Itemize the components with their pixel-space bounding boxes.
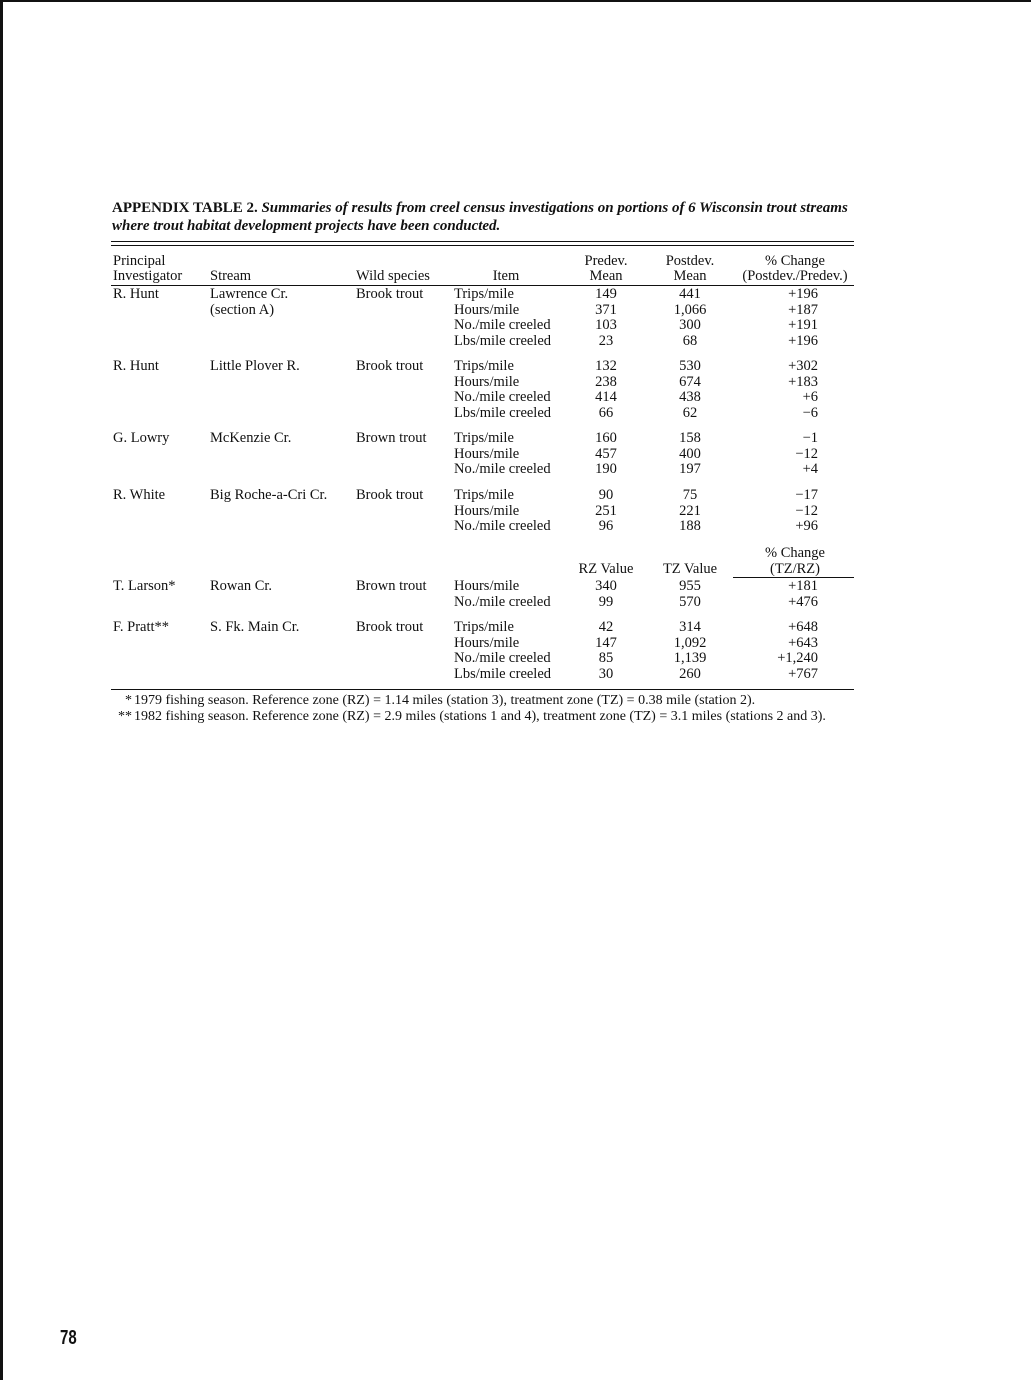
header-species: Wild species (356, 268, 430, 284)
postdev-value-cell: 438 (679, 389, 701, 406)
change-value-cell: +6 (802, 389, 818, 406)
investigator-cell: T. Larson* (113, 578, 176, 594)
item-cell: Lbs/mile creeled (454, 665, 552, 682)
footnote-2-text: 1982 fishing season. Reference zone (RZ) = 2.9 miles (stations 1 and 4), treatment zone (TZ) = 3.1 miles (stations 2 and 3). (134, 709, 826, 724)
header-predev-1: Predev. (584, 253, 628, 269)
postdev-value-cell: 221 (679, 502, 701, 519)
header-investigator-2: Investigator (113, 268, 183, 284)
item-cell: Trips/mile (454, 619, 514, 635)
change-value-cell: +181 (788, 578, 818, 594)
item-cell: Hours/mile (454, 578, 520, 594)
predev-value-cell: 238 (595, 373, 617, 390)
change-value-cell: +643 (788, 634, 818, 651)
postdev-value-cell: 441 (679, 286, 701, 302)
predev-value-cell: 414 (595, 389, 617, 406)
predev-value-cell: 99 (598, 593, 614, 610)
subheader-change-2: (TZ/RZ) (770, 561, 820, 577)
item-cell: Hours/mile (454, 373, 520, 390)
species-cell: Brook trout (356, 358, 424, 374)
change-value-cell: +196 (788, 332, 818, 349)
postdev-value-cell: 68 (682, 332, 698, 349)
postdev-value-cell: 570 (679, 593, 701, 610)
stream-cell: Big Roche-a-Cri Cr. (210, 487, 328, 503)
predev-value-cell: 23 (598, 332, 614, 349)
change-value-cell: +196 (788, 286, 818, 302)
species-cell: Brook trout (356, 619, 424, 635)
postdev-value-cell: 1,139 (673, 650, 707, 667)
item-cell: Hours/mile (454, 301, 520, 318)
predev-value-cell: 42 (598, 619, 614, 635)
predev-value-cell: 251 (595, 502, 617, 519)
header-postdev-1: Postdev. (665, 253, 715, 269)
predev-value-cell: 85 (598, 650, 614, 667)
change-value-cell: −17 (795, 487, 818, 503)
postdev-value-cell: 158 (679, 430, 701, 446)
species-cell: Brook trout (356, 487, 424, 503)
species-cell: Brown trout (356, 430, 427, 446)
predev-value-cell: 147 (595, 634, 617, 651)
stream-cell: Little Plover R. (210, 358, 300, 374)
change-value-cell: −12 (795, 502, 818, 519)
header-investigator-1: Principal (113, 253, 166, 269)
species-cell: Brook trout (356, 286, 424, 302)
top-rule-2 (111, 245, 854, 246)
item-cell: Trips/mile (454, 430, 514, 446)
postdev-value-cell: 1,066 (673, 301, 707, 318)
item-cell: Lbs/mile creeled (454, 404, 552, 421)
subheader-rz: RZ Value (578, 561, 634, 577)
predev-value-cell: 132 (595, 358, 617, 374)
header-change-1: % Change (765, 253, 825, 269)
postdev-value-cell: 530 (679, 358, 701, 374)
predev-value-cell: 340 (595, 578, 617, 594)
caption-text: Summaries of results from creel census investigations on portions of 6 Wisconsin trout streams where trout habitat development projects have been conducted. (112, 200, 848, 234)
change-value-cell: +183 (788, 373, 818, 390)
item-cell: No./mile creeled (454, 389, 551, 406)
predev-value-cell: 30 (598, 665, 614, 682)
item-cell: Hours/mile (454, 445, 520, 462)
postdev-value-cell: 300 (679, 317, 701, 334)
investigator-cell: F. Pratt** (113, 619, 170, 635)
predev-value-cell: 149 (595, 286, 617, 302)
stream-cell: S. Fk. Main Cr. (210, 619, 300, 635)
predev-value-cell: 190 (595, 461, 617, 478)
change-value-cell: −1 (802, 430, 818, 446)
postdev-value-cell: 400 (679, 445, 701, 462)
stream-cell: Lawrence Cr. (210, 286, 289, 302)
predev-value-cell: 96 (598, 518, 614, 535)
item-cell: No./mile creeled (454, 593, 551, 610)
change-value-cell: +4 (802, 461, 818, 478)
investigator-cell: R. Hunt (113, 358, 159, 374)
species-cell: Brown trout (356, 578, 427, 594)
caption-label: APPENDIX TABLE 2. (112, 200, 258, 216)
item-cell: Hours/mile (454, 634, 520, 651)
scan-edge-left (0, 0, 3, 1380)
predev-value-cell: 90 (598, 487, 614, 503)
scan-edge-top (0, 0, 1031, 2)
postdev-value-cell: 260 (679, 665, 701, 682)
item-cell: No./mile creeled (454, 461, 551, 478)
item-cell: No./mile creeled (454, 518, 551, 535)
change-value-cell: +476 (788, 593, 818, 610)
bottom-rule (111, 689, 854, 690)
change-value-cell: +767 (788, 665, 818, 682)
subheader-tz: TZ Value (662, 561, 718, 577)
postdev-value-cell: 188 (679, 518, 701, 535)
header-stream: Stream (210, 268, 252, 284)
postdev-value-cell: 62 (682, 404, 698, 421)
investigator-cell: G. Lowry (113, 430, 170, 446)
investigator-cell: R. Hunt (113, 286, 159, 302)
item-cell: No./mile creeled (454, 650, 551, 667)
stream-cell: McKenzie Cr. (210, 430, 292, 446)
change-value-cell: −6 (802, 404, 818, 421)
footnote-2-mark: ** (118, 709, 132, 724)
footnote-1 (112, 693, 857, 709)
item-cell: Trips/mile (454, 358, 514, 374)
investigator-cell: R. White (113, 487, 166, 503)
change-value-cell: +1,240 (777, 650, 818, 667)
stream-note-cell: (section A) (210, 301, 275, 318)
postdev-value-cell: 75 (682, 487, 698, 503)
subheader-change-1: % Change (765, 545, 825, 561)
item-cell: Lbs/mile creeled (454, 332, 552, 349)
footnote-1-mark: * (125, 693, 132, 708)
table-caption (112, 199, 852, 235)
predev-value-cell: 66 (598, 404, 614, 421)
header-postdev-2: Mean (673, 268, 707, 284)
change-value-cell: +96 (795, 518, 818, 535)
top-rule-1 (111, 241, 854, 242)
change-value-cell: +187 (788, 301, 818, 318)
item-cell: Trips/mile (454, 286, 514, 302)
predev-value-cell: 371 (595, 301, 617, 318)
postdev-value-cell: 1,092 (673, 634, 707, 651)
header-item: Item (492, 268, 520, 284)
item-cell: Trips/mile (454, 487, 514, 503)
predev-value-cell: 457 (595, 445, 617, 462)
header-change-2: (Postdev./Predev.) (742, 268, 848, 284)
item-cell: No./mile creeled (454, 317, 551, 334)
footnote-2 (112, 709, 857, 725)
postdev-value-cell: 955 (679, 578, 701, 594)
postdev-value-cell: 197 (679, 461, 701, 478)
footnote-1-text: 1979 fishing season. Reference zone (RZ) = 1.14 miles (station 3), treatment zone (TZ) = 0.38 mile (station 2). (134, 693, 756, 708)
predev-value-cell: 160 (595, 430, 617, 446)
item-cell: Hours/mile (454, 502, 520, 519)
stream-cell: Rowan Cr. (210, 578, 273, 594)
change-value-cell: +191 (788, 317, 818, 334)
postdev-value-cell: 674 (679, 373, 701, 390)
postdev-value-cell: 314 (679, 619, 701, 635)
header-predev-2: Mean (589, 268, 623, 284)
change-value-cell: −12 (795, 445, 818, 462)
change-value-cell: +648 (788, 619, 818, 635)
change-value-cell: +302 (788, 358, 818, 374)
page-number: 78 (60, 1327, 77, 1349)
predev-value-cell: 103 (595, 317, 617, 334)
